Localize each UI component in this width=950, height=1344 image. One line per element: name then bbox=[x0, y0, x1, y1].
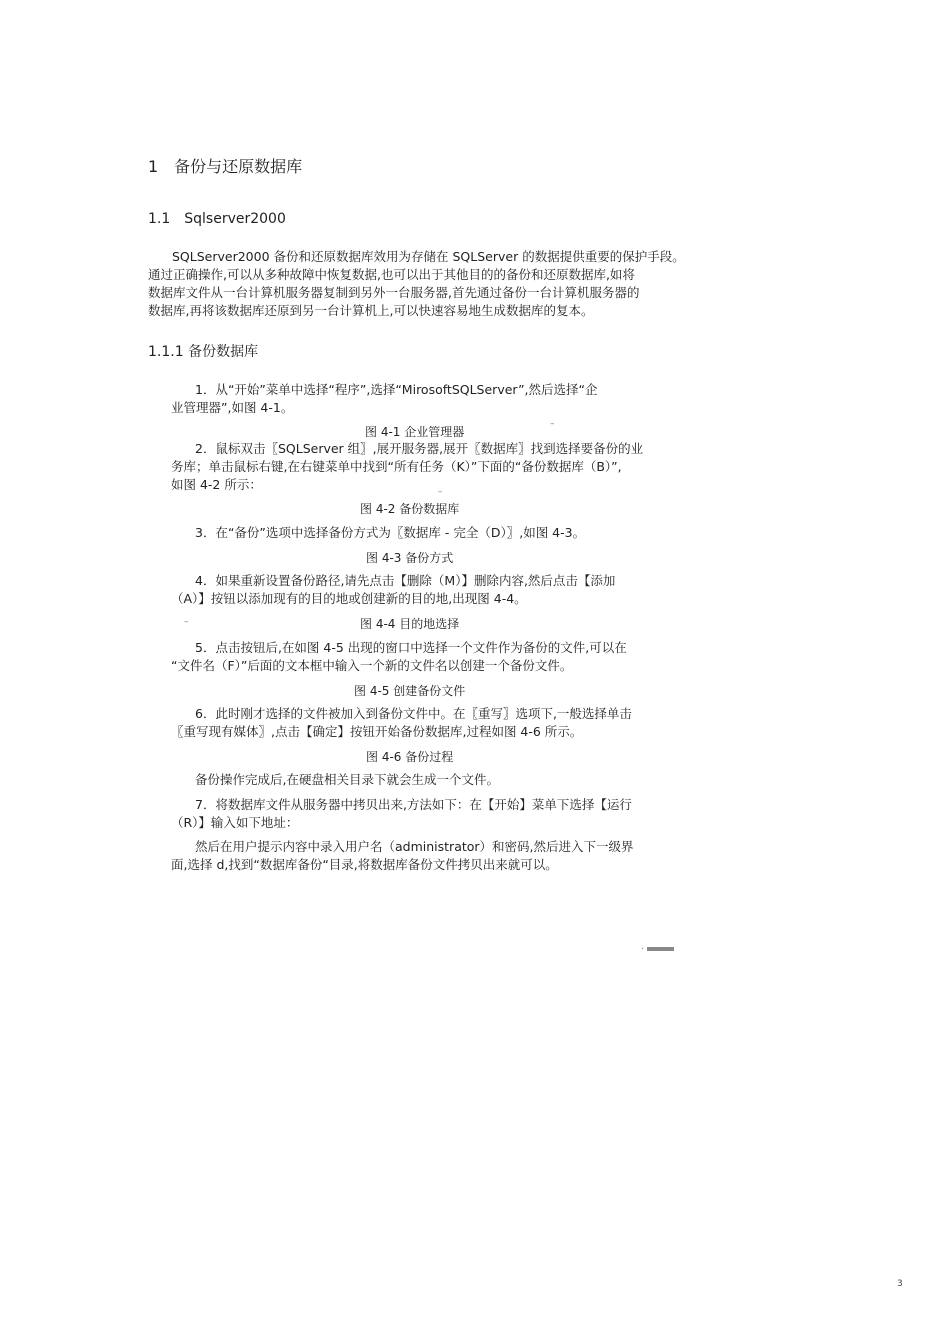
step-5 bbox=[171, 639, 627, 675]
step-line: 然后在用户提示内容中录入用户名（administrator）和密码,然后进入下一级界 bbox=[195, 839, 634, 854]
step-6 bbox=[171, 705, 632, 741]
step-line: 3．在“备份”选项中选择备份方式为〖数据库 - 完全（D）〗,如图 4-3。 bbox=[195, 525, 586, 540]
figure-caption: 图 4-2 备份数据库 bbox=[360, 502, 460, 516]
intro-line: SQLServer2000 备份和还原数据库效用为存储在 SQLServer 的数据提供重要的保护手段。 bbox=[172, 249, 685, 264]
figure-caption: 图 4-6 备份过程 bbox=[366, 750, 454, 764]
intro-line: 数据库文件从一台计算机服务器复制到另外一台服务器,首先通过备份一台计算机服务器的 bbox=[148, 285, 640, 300]
step-line: 面,选择 d,找到“数据库备份“目录,将数据库备份文件拷贝出来就可以。 bbox=[171, 857, 558, 872]
dash-mark: – bbox=[438, 487, 443, 497]
step-line: 务库；单击鼠标右键,在右键菜单中找到“所有任务（K）”下面的“备份数据库（B）”, bbox=[171, 459, 622, 474]
step-line: 6．此时刚才选择的文件被加入到备份文件中。在〖重写〗选项下,一般选择单击 bbox=[195, 706, 632, 721]
backup-done-text: 备份操作完成后,在硬盘相关目录下就会生成一个文件。 bbox=[195, 772, 499, 787]
dash-mark: – bbox=[550, 419, 555, 429]
step-line: （A）】按钮以添加现有的目的地或创建新的目的地,出现图 4-4。 bbox=[171, 591, 527, 606]
dash-mark: – bbox=[184, 617, 189, 627]
step-4 bbox=[171, 572, 615, 608]
step-line: （R）】输入如下地址： bbox=[171, 815, 299, 830]
heading-2: 1.1 Sqlserver2000 bbox=[148, 211, 286, 227]
step-line: 1．从“开始”菜单中选择“程序”,选择“MirosoftSQLServer”,然后选择“企 bbox=[195, 382, 598, 397]
step-line: 4．如果重新设置备份路径,请先点击【删除（M）】删除内容,然后点击【添加 bbox=[195, 573, 616, 588]
step-line: 2．鼠标双击〖SQLServer 组〗,展开服务器,展开〖数据库〗找到选择要备份的业 bbox=[195, 441, 644, 456]
step-line: 如图 4-2 所示： bbox=[171, 477, 262, 492]
figure-caption: 图 4-4 目的地选择 bbox=[360, 617, 460, 631]
step-line: 〖重写现有媒体〗,点击【确定】按钮开始备份数据库,过程如图 4-6 所示。 bbox=[171, 724, 583, 739]
step-7 bbox=[171, 796, 632, 832]
figure-caption: 图 4-1 企业管理器 bbox=[365, 425, 465, 439]
step-1 bbox=[171, 381, 598, 417]
intro-paragraph bbox=[148, 248, 685, 320]
figure-caption: 图 4-3 备份方式 bbox=[366, 551, 454, 565]
intro-line: 通过正确操作,可以从多种故障中恢复数据,也可以出于其他目的的备份和还原数据库,如将 bbox=[148, 267, 635, 282]
heading-1: 1 备份与还原数据库 bbox=[148, 157, 303, 176]
step-3 bbox=[171, 524, 585, 542]
step-line: 业管理器”,如图 4-1。 bbox=[171, 400, 294, 415]
step-2 bbox=[171, 440, 643, 494]
heading-3: 1.1.1 备份数据库 bbox=[148, 344, 259, 360]
step-line: “文件名（F）”后面的文本框中输入一个新的文件名以创建一个备份文件。 bbox=[171, 658, 573, 673]
intro-line: 数据库,再将该数据库还原到另一台计算机上,可以快速容易地生成数据库的复本。 bbox=[148, 303, 594, 318]
step-line: 7．将数据库文件从服务器中拷贝出来,方法如下：在【开始】菜单下选择【运行 bbox=[195, 797, 632, 812]
grey-bar bbox=[647, 947, 674, 951]
step-8 bbox=[171, 838, 634, 874]
page-number: 3 bbox=[897, 1279, 903, 1289]
step-line: 5．点击按钮后,在如图 4-5 出现的窗口中选择一个文件作为备份的文件,可以在 bbox=[195, 640, 627, 655]
figure-caption: 图 4-5 创建备份文件 bbox=[354, 684, 466, 698]
dot-mark: . bbox=[641, 942, 644, 952]
